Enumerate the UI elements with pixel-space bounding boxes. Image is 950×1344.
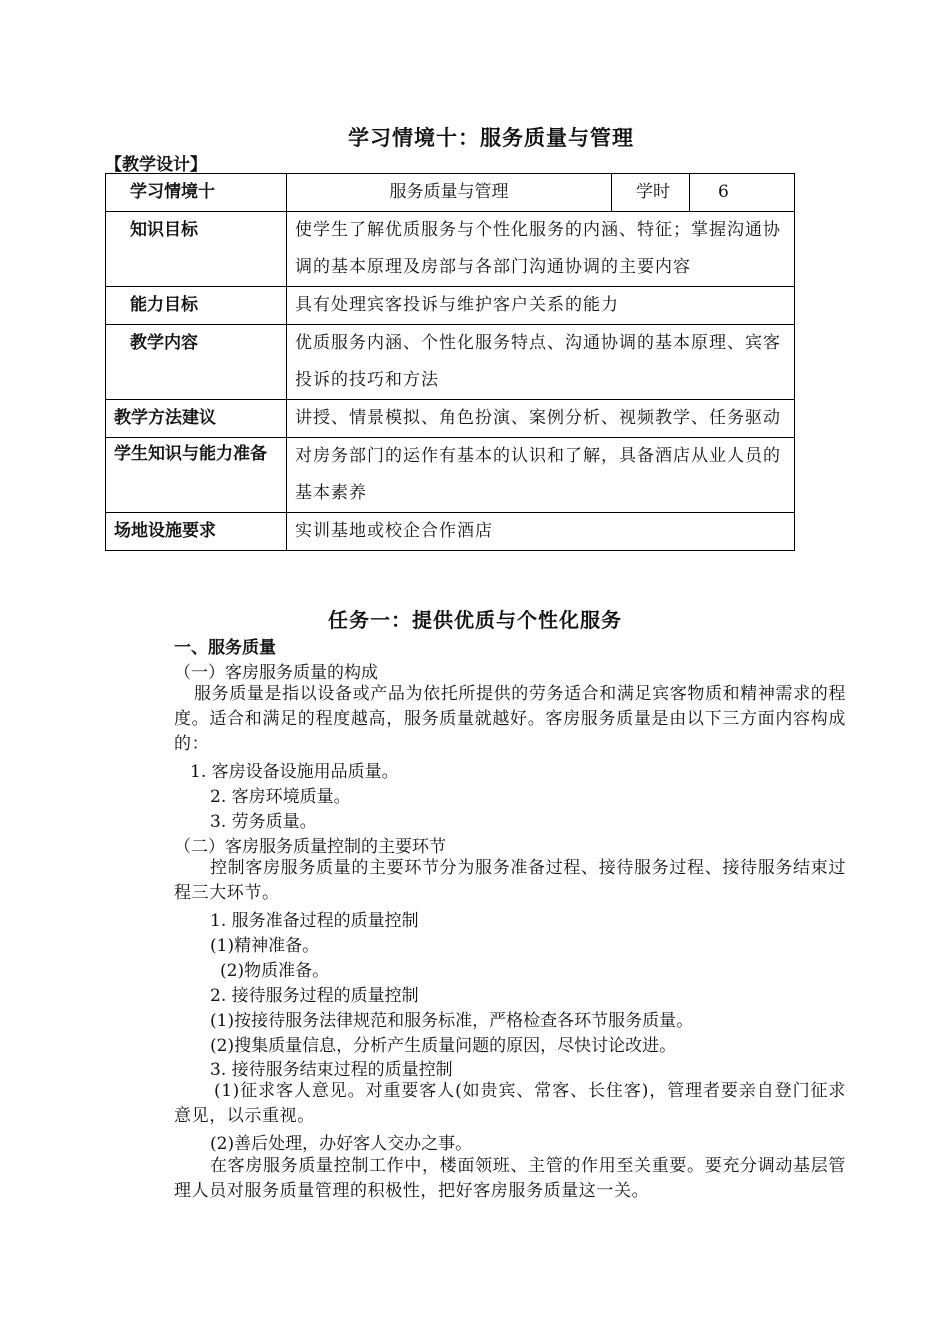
row-content: 优质服务内涵、个性化服务特点、沟通协调的基本原理、宾客投诉的技巧和方法: [287, 325, 795, 400]
step-heading: 1. 服务准备过程的质量控制: [210, 911, 419, 931]
table-row: [106, 438, 795, 513]
row-content: 实训基地或校企合作酒店: [287, 513, 795, 551]
table-row: [106, 400, 795, 438]
subsection-heading: （二）客房服务质量控制的主要环节: [174, 837, 446, 857]
table-row: [106, 325, 795, 400]
task-title: 任务一：提供优质与个性化服务: [328, 608, 622, 632]
list-item: (1)按接待服务法律规范和服务标准，严格检查各环节服务质量。: [210, 1011, 694, 1031]
hours-label: 学时: [612, 174, 690, 212]
row-content: 对房务部门的运作有基本的认识和了解，具备酒店从业人员的基本素养: [287, 438, 795, 513]
row-label: 能力目标: [106, 287, 287, 325]
table-row: [106, 287, 795, 325]
list-item: (2)搜集质量信息，分析产生质量问题的原因，尽快讨论改进。: [210, 1036, 677, 1056]
design-label: 【教学设计】: [105, 155, 207, 175]
row-label: 学习情境十: [106, 174, 287, 212]
step-heading: 3. 接待服务结束过程的质量控制: [210, 1060, 453, 1080]
list-item: 1. 客房设备设施用品质量。: [190, 762, 399, 782]
row-label: 场地设施要求: [106, 513, 287, 551]
table-row: [106, 513, 795, 551]
paragraph: (1)征求客人意见。对重要客人(如贵宾、常客、长住客)，管理者要亲自登门征求意见，以示重视。: [174, 1081, 846, 1126]
row-content: 讲授、情景模拟、角色扮演、案例分析、视频教学、任务驱动: [287, 400, 795, 438]
subsection-heading: （一）客房服务质量的构成: [174, 663, 378, 683]
row-label: 知识目标: [106, 212, 287, 287]
list-item: (1)精神准备。: [210, 936, 320, 956]
row-value: 服务质量与管理: [287, 174, 612, 212]
table-row-header: [106, 174, 795, 212]
hours-value: 6: [690, 174, 795, 212]
row-label: 学生知识与能力准备: [106, 438, 287, 513]
paragraph: 控制客房服务质量的主要环节分为服务准备过程、接待服务过程、接待服务结束过程三大环节。: [174, 858, 846, 903]
paragraph: 服务质量是指以设备或产品为依托所提供的劳务适合和满足宾客物质和精神需求的程度。适合和满足的程度越高，服务质量就越好。客房服务质量是由以下三方面内容构成的：: [174, 684, 846, 754]
page-title: 学习情境十：服务质量与管理: [348, 125, 634, 150]
list-item: (2)物质准备。: [220, 961, 330, 981]
list-item: 3. 劳务质量。: [210, 812, 317, 832]
row-content: 具有处理宾客投诉与维护客户关系的能力: [287, 287, 795, 325]
table-row: [106, 212, 795, 287]
list-item: (2)善后处理，办好客人交办之事。: [210, 1134, 473, 1154]
row-label: 教学方法建议: [106, 400, 287, 438]
row-content: 使学生了解优质服务与个性化服务的内涵、特征；掌握沟通协调的基本原理及房部与各部门沟通协调的主要内容: [287, 212, 795, 287]
teaching-design-table: [105, 173, 795, 551]
section-heading: 一、服务质量: [174, 638, 276, 658]
paragraph: 在客房服务质量控制工作中，楼面领班、主管的作用至关重要。要充分调动基层管理人员对服务质量管理的积极性，把好客房服务质量这一关。: [174, 1156, 846, 1201]
step-heading: 2. 接待服务过程的质量控制: [210, 986, 419, 1006]
row-label: 教学内容: [106, 325, 287, 400]
list-item: 2. 客房环境质量。: [210, 787, 351, 807]
